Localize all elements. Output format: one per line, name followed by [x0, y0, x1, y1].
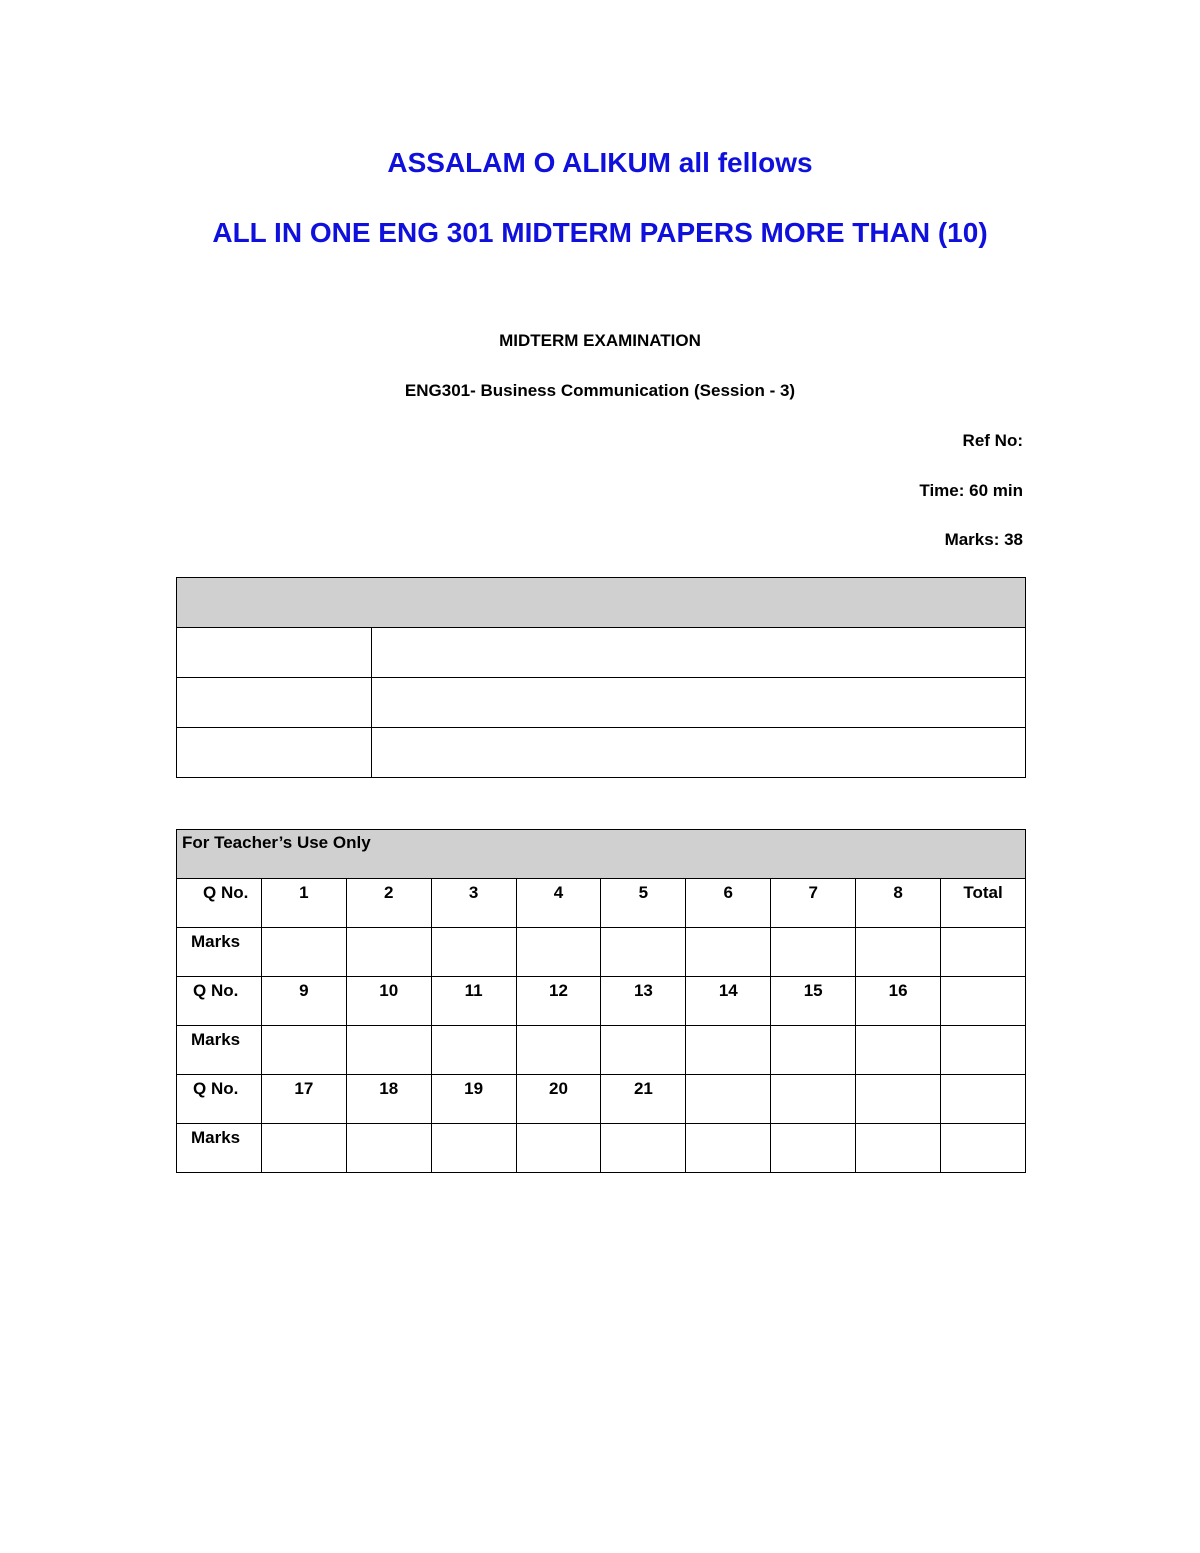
marks-cell — [261, 1124, 346, 1173]
student-table-header-cell — [177, 578, 1026, 628]
marks-cell — [431, 928, 516, 977]
qno-cell: 1 — [261, 879, 346, 928]
marks-cell — [686, 1124, 771, 1173]
qno-cell: 16 — [856, 977, 941, 1026]
qno-label: Q No. — [177, 1075, 262, 1124]
marks-cell — [686, 928, 771, 977]
qno-cell: 15 — [771, 977, 856, 1026]
student-table-header-row — [177, 578, 1026, 628]
qno-cell: 10 — [346, 977, 431, 1026]
qno-cell: 20 — [516, 1075, 601, 1124]
qno-cell: 13 — [601, 977, 686, 1026]
teacher-marks-table — [176, 829, 1026, 1173]
qno-cell: 3 — [431, 879, 516, 928]
qno-cell: 19 — [431, 1075, 516, 1124]
marks-row — [177, 1026, 1026, 1075]
marks-cell — [431, 1026, 516, 1075]
marks-cell — [686, 1026, 771, 1075]
marks-row — [177, 1124, 1026, 1173]
marks-cell — [771, 928, 856, 977]
qno-cell: 18 — [346, 1075, 431, 1124]
qno-cell — [856, 1075, 941, 1124]
qno-label: Q No. — [177, 977, 262, 1026]
student-info-row — [177, 678, 1026, 728]
qno-cell: 14 — [686, 977, 771, 1026]
marks-row-label: Marks — [177, 1124, 262, 1173]
qno-cell — [941, 977, 1026, 1026]
qno-cell: 6 — [686, 879, 771, 928]
qno-cell: 2 — [346, 879, 431, 928]
marks-label: Marks: 38 — [944, 530, 1023, 549]
student-info-label-cell — [177, 728, 372, 778]
marks-cell — [771, 1124, 856, 1173]
exam-title: MIDTERM EXAMINATION — [499, 331, 701, 350]
marks-cell — [856, 928, 941, 977]
qno-cell: 5 — [601, 879, 686, 928]
qno-cell: 17 — [261, 1075, 346, 1124]
qno-cell — [771, 1075, 856, 1124]
qno-row — [177, 977, 1026, 1026]
qno-cell: 21 — [601, 1075, 686, 1124]
qno-cell: 12 — [516, 977, 601, 1026]
marks-row — [177, 928, 1026, 977]
qno-cell: 8 — [856, 879, 941, 928]
student-info-value-cell — [372, 628, 1026, 678]
marks-cell — [261, 1026, 346, 1075]
time-label: Time: 60 min — [919, 481, 1023, 500]
marks-cell — [346, 1026, 431, 1075]
marks-cell — [941, 1124, 1026, 1173]
marks-cell — [346, 1124, 431, 1173]
course-title: ENG301- Business Communication (Session - 3) — [404, 381, 796, 400]
marks-cell — [516, 1124, 601, 1173]
marks-cell — [516, 1026, 601, 1075]
marks-cell — [941, 1026, 1026, 1075]
marks-cell — [941, 928, 1026, 977]
marks-cell — [346, 928, 431, 977]
marks-cell — [431, 1124, 516, 1173]
ref-no-label: Ref No: — [962, 431, 1023, 450]
papers-heading: ALL IN ONE ENG 301 MIDTERM PAPERS MORE THAN (10) — [212, 217, 988, 248]
qno-cell — [686, 1075, 771, 1124]
marks-cell — [516, 928, 601, 977]
marks-row-label: Marks — [177, 1026, 262, 1075]
qno-cell — [941, 1075, 1026, 1124]
marks-cell — [856, 1026, 941, 1075]
marks-cell — [261, 928, 346, 977]
teacher-table-header: For Teacher’s Use Only — [177, 830, 1026, 879]
qno-cell: 7 — [771, 879, 856, 928]
qno-cell: 9 — [261, 977, 346, 1026]
student-info-label-cell — [177, 678, 372, 728]
qno-label: Q No. — [177, 879, 262, 928]
student-info-value-cell — [372, 728, 1026, 778]
marks-cell — [601, 1124, 686, 1173]
qno-row — [177, 1075, 1026, 1124]
student-info-label-cell — [177, 628, 372, 678]
marks-row-label: Marks — [177, 928, 262, 977]
qno-cell: 11 — [431, 977, 516, 1026]
total-label: Total — [941, 879, 1026, 928]
marks-cell — [771, 1026, 856, 1075]
student-info-value-cell — [372, 678, 1026, 728]
qno-cell: 4 — [516, 879, 601, 928]
marks-cell — [601, 1026, 686, 1075]
student-info-row — [177, 728, 1026, 778]
marks-cell — [856, 1124, 941, 1173]
marks-cell — [601, 928, 686, 977]
student-info-row — [177, 628, 1026, 678]
greeting-heading: ASSALAM O ALIKUM all fellows — [387, 147, 813, 178]
teacher-table-header-row — [177, 830, 1026, 879]
qno-row — [177, 879, 1026, 928]
student-info-table — [176, 577, 1026, 778]
